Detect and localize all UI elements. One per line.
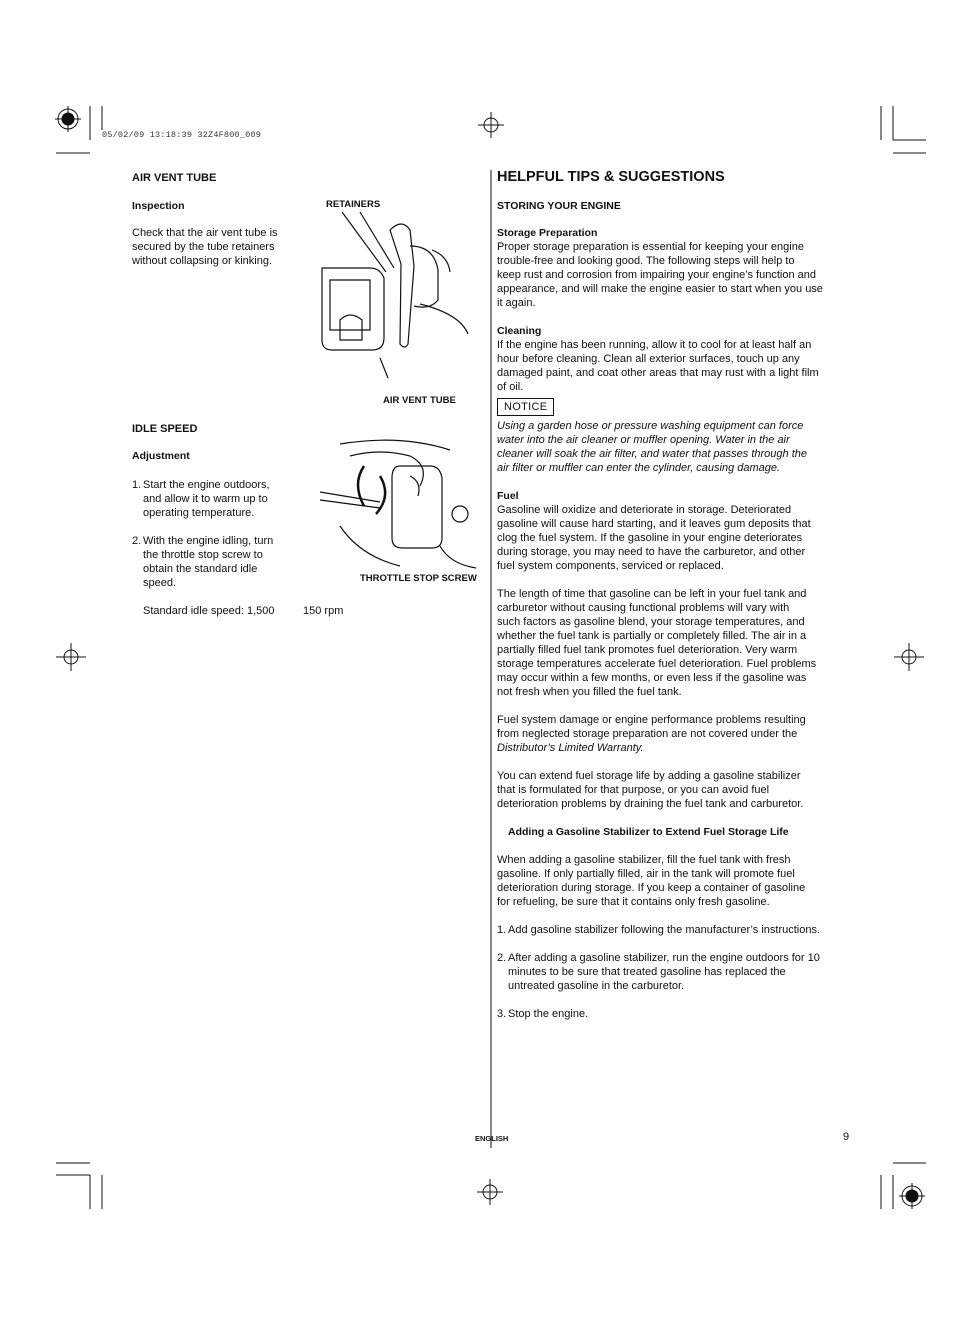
list-item: 3. Stop the engine. [497, 1008, 589, 1020]
footer-language: ENGLISH [475, 1134, 509, 1143]
crosshair-icon [478, 112, 504, 138]
storage-prep-heading: Storage Preparation [497, 227, 598, 239]
idle-speed-heading: IDLE SPEED [132, 423, 198, 435]
retainers-label: RETAINERS [326, 199, 381, 210]
air-vent-text: Check that the air vent tube is secured by the tube retainers without collapsing or kinking. [132, 227, 278, 267]
fuel-paragraph-3: Fuel system damage or engine performance problems resulting from neglected storage preparation are not covered under the Distributor’s Limited Warranty. [497, 714, 806, 754]
standard-idle-label: Standard idle speed: 1,500 [143, 605, 275, 617]
page-number: 9 [843, 1131, 850, 1143]
registration-target-icon [55, 106, 81, 132]
air-vent-tube-label: AIR VENT TUBE [383, 395, 456, 406]
notice-badge: NOTICE [497, 398, 554, 416]
air-vent-illustration [320, 210, 470, 385]
inspection-subheading: Inspection [132, 200, 185, 212]
idle-steps [132, 478, 302, 590]
throttle-stop-screw-label: THROTTLE STOP SCREW [360, 573, 477, 584]
page-title: HELPFUL TIPS & SUGGESTIONS [497, 169, 725, 185]
fuel-paragraph-4: You can extend fuel storage life by adding a gasoline stabilizer that is formulated for that purpose, or you can avoid fuel deterioration problems by draining the fuel tank and carburetor. [497, 770, 804, 810]
stabilizer-text: When adding a gasoline stabilizer, fill the fuel tank with fresh gasoline. If only partially filled, air in the tank will promote fuel deterioration during storage. If you keep a container of gasoline for refueling, be sure that it contains only fresh gasoline. [497, 854, 806, 908]
list-item: 1. Add gasoline stabilizer following the manufacturer’s instructions. [497, 924, 821, 936]
crosshair-icon [477, 1179, 503, 1205]
fuel-paragraph-2: The length of time that gasoline can be left in your fuel tank and carburetor without causing functional problems will vary with such factors as gasoline blend, your storage temperatures, and whether the fuel tank is partially or completely filled. The air in a partially filled fuel tank promotes fuel deterioration. Very warm storage temperatures accelerate fuel deterioration. Fuel problems may occur within a few months, or even less if the gasoline was not fresh when you filled the fuel tank. [497, 588, 817, 698]
crosshair-icon [894, 643, 924, 671]
throttle-screw-illustration [320, 436, 480, 571]
air-vent-heading: AIR VENT TUBE [132, 172, 217, 184]
notice-text: Using a garden hose or pressure washing equipment can force water into the air cleaner or muffler opening. Water in the air cleaner will soak the air filter, and water that passes through the air filter or muffler can enter the cylinder, causing damage. [497, 420, 808, 474]
list-item: 1. Start the engine outdoors, and allow it to warm up to operating temperature. [132, 479, 270, 519]
cleaning-text: If the engine has been running, allow it to cool for at least half an hour before cleaning. Clean all exterior surfaces, touch up any damaged paint, and coat other areas that may rust with a light film of oil. [497, 339, 819, 393]
list-item: 2. With the engine idling, turn the throttle stop screw to obtain the standard idle speed. [132, 535, 274, 589]
registration-target-icon [899, 1183, 925, 1209]
print-stamp: 05/02/09 13:18:39 32Z4F800_009 [102, 130, 262, 140]
storage-prep-text: Proper storage preparation is essential for keeping your engine trouble-free and looking good. The following steps will help to keep rust and corrosion from impairing your engine’s function and appearance, and will make the engine easier to start when you use it again. [497, 241, 823, 309]
right-column-body [497, 226, 857, 1021]
standard-idle-value: 150 rpm [303, 605, 344, 617]
adjustment-subheading: Adjustment [132, 450, 190, 462]
fuel-heading: Fuel [497, 490, 519, 502]
list-item: 2. After adding a gasoline stabilizer, run the engine outdoors for 10 minutes to be sure that treated gasoline has replaced the untreated gasoline in the carburetor. [497, 952, 820, 992]
fuel-paragraph-1: Gasoline will oxidize and deteriorate in storage. Deteriorated gasoline will cause hard starting, and it leaves gum deposits that clog the fuel system. If the gasoline in your engine deteriorates during storage, you may need to have the carburetor, and other fuel system components, serviced or replaced. [497, 504, 811, 572]
storing-heading: STORING YOUR ENGINE [497, 200, 621, 212]
stabilizer-heading: Adding a Gasoline Stabilizer to Extend Fuel Storage Life [508, 826, 789, 838]
cleaning-heading: Cleaning [497, 325, 542, 337]
crosshair-icon [56, 643, 86, 671]
